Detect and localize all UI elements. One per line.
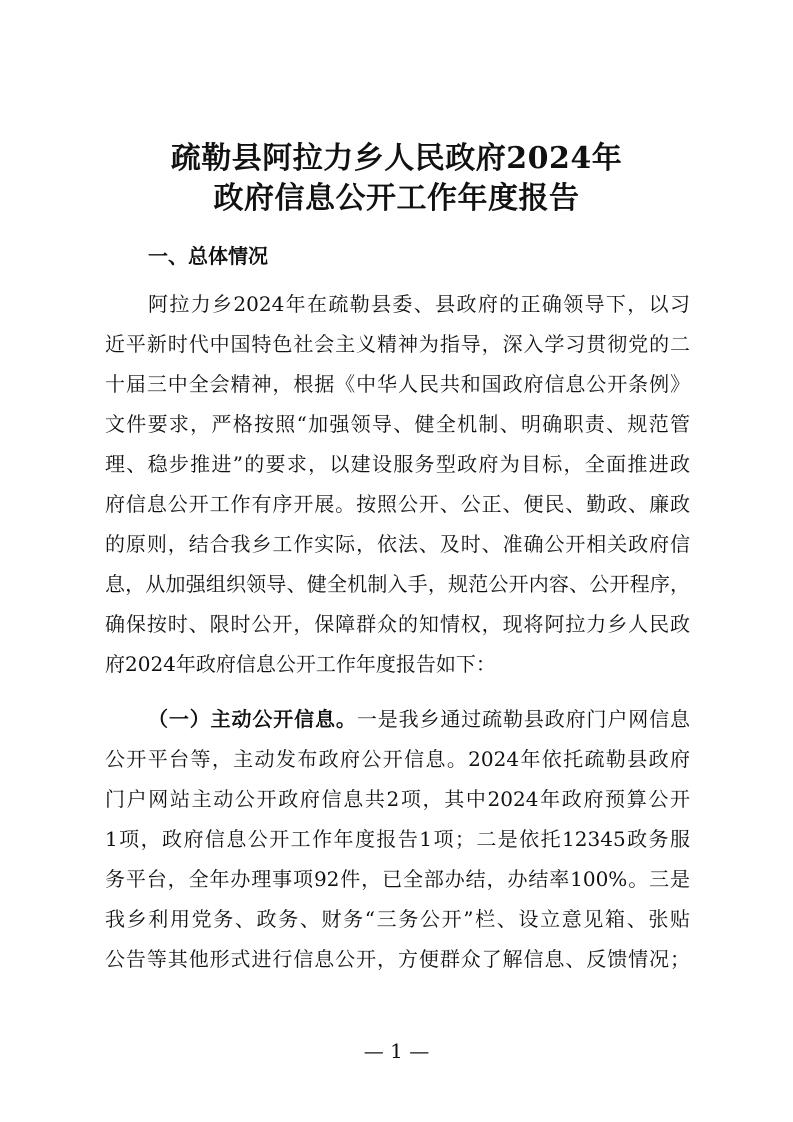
paragraph-1-line: 理、稳步推进”的要求，以建设服务型政府为目标，全面推进政 [105, 452, 690, 476]
paragraph-1-line: 府信息公开工作有序开展。按照公开、公正、便民、勤政、廉政 [105, 492, 690, 516]
paragraph-1-line: 府2024年政府信息公开工作年度报告如下： [105, 652, 496, 676]
paragraph-2-line: 1项，政府信息公开工作年度报告1项；二是依托12345政务服 [105, 827, 690, 851]
paragraph-2-line: 公开平台等，主动发布政府公开信息。2024年依托疏勒县政府 [105, 747, 690, 771]
paragraph-1-line: 十届三中全会精神，根据《中华人民共和国政府信息公开条例》 [105, 372, 690, 396]
paragraph-2-line: 务平台，全年办理事项92件，已全部办结，办结率100%。三是 [105, 867, 690, 891]
paragraph-1-line: 息，从加强组织领导、健全机制入手，规范公开内容、公开程序， [105, 572, 690, 596]
paragraph-2-line: 公告等其他形式进行信息公开，方便群众了解信息、反馈情况； [105, 947, 690, 971]
document-title-line-1: 疏勒县阿拉力乡人民政府2024年 [170, 141, 623, 176]
paragraph-2-line: 我乡利用党务、政务、财务“三务公开”栏、设立意见箱、张贴 [105, 907, 690, 931]
subsection-heading-proactive-disclosure: （一）主动公开信息。 [148, 707, 357, 731]
section-heading-overall: 一、总体情况 [148, 244, 268, 268]
paragraph-2-first-line-text: 一是我乡通过疏勒县政府门户网信息 [356, 707, 691, 731]
paragraph-1-line: 近平新时代中国特色社会主义精神为指导，深入学习贯彻党的二 [105, 332, 690, 356]
paragraph-1-line: 阿拉力乡2024年在疏勒县委、县政府的正确领导下，以习 [148, 292, 690, 316]
paragraph-2-first-line [148, 699, 690, 739]
paragraph-1-line: 确保按时、限时公开，保障群众的知情权，现将阿拉力乡人民政 [105, 612, 690, 636]
paragraph-2-line: 门户网站主动公开政府信息共2项，其中2024年政府预算公开 [105, 787, 690, 811]
page-number: — 1 — [363, 1039, 430, 1063]
paragraph-1-line: 文件要求，严格按照“加强领导、健全机制、明确职责、规范管 [105, 412, 690, 436]
paragraph-1-line: 的原则，结合我乡工作实际，依法、及时、准确公开相关政府信 [105, 532, 690, 556]
document-title-line-2: 政府信息公开工作年度报告 [213, 181, 580, 216]
